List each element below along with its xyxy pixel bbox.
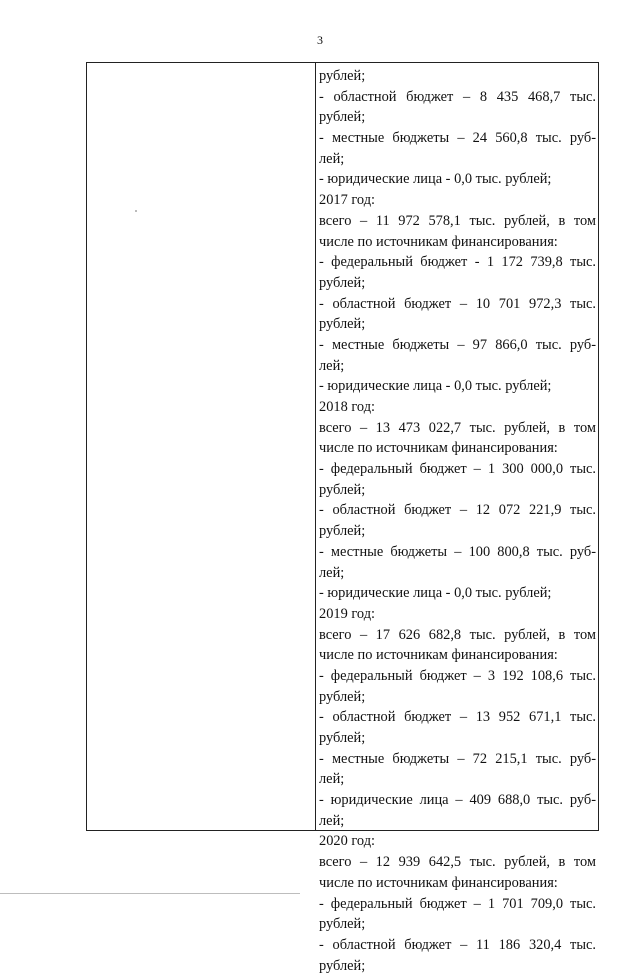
funding-text-line: всего – 12 939 642,5 тыс. рублей, в том [319, 854, 596, 871]
scan-dot [135, 210, 137, 212]
funding-text-line: рублей; [319, 274, 366, 291]
table-right-cell [319, 66, 596, 976]
funding-text-line: - местные бюджеты – 100 800,8 тыс. руб- [319, 543, 596, 560]
funding-text-line: - областной бюджет – 10 701 972,3 тыс. [319, 295, 596, 312]
scan-bottom-edge [0, 893, 300, 894]
funding-text-line: рублей; [319, 109, 366, 126]
page-number: 3 [317, 33, 323, 47]
funding-text-line: числе по источникам финансирования: [319, 874, 558, 891]
funding-text-line: - областной бюджет – 11 186 320,4 тыс. [319, 936, 596, 953]
funding-text-line: рублей; [319, 730, 366, 746]
funding-text-line: - юридические лица - 0,0 тыс. рублей; [319, 378, 552, 395]
funding-text-line: всего – 17 626 682,8 тыс. рублей, в том [319, 626, 596, 643]
funding-text-line: - федеральный бюджет – 3 192 108,6 тыс. [319, 667, 596, 684]
funding-text-line: - местные бюджеты – 97 866,0 тыс. руб- [319, 336, 596, 353]
funding-text-line: - местные бюджеты – 24 560,8 тыс. руб- [319, 130, 596, 147]
table-column-divider [315, 63, 316, 830]
funding-text-line: рублей; [319, 916, 366, 933]
funding-text-line: лей; [319, 771, 345, 788]
funding-text-line: рублей; [319, 688, 366, 705]
funding-text-line: - областной бюджет – 13 952 671,1 тыс. [319, 709, 596, 726]
funding-text-line: - юридические лица - 0,0 тыс. рублей; [319, 171, 552, 188]
funding-table [86, 62, 599, 974]
funding-text-line: 2018 год: [319, 399, 376, 415]
funding-text-line: 2019 год: [319, 605, 376, 622]
funding-text-line: 2017 год: [319, 192, 376, 209]
funding-text-line: 2020 год: [319, 833, 376, 850]
funding-text-line: - юридические лица – 409 688,0 тыс. руб- [319, 792, 596, 809]
funding-text-line: - областной бюджет – 12 072 221,9 тыс. [319, 502, 596, 519]
funding-text-line: - федеральный бюджет – 1 300 000,0 тыс. [319, 461, 596, 478]
table-left-cell [87, 63, 315, 830]
funding-text-line: всего – 11 972 578,1 тыс. рублей, в том [319, 212, 596, 229]
funding-text-line: всего – 13 473 022,7 тыс. рублей, в том [319, 419, 596, 436]
funding-text-line: рублей; [319, 316, 366, 333]
funding-text-line: лей; [319, 812, 345, 829]
funding-text-line: лей; [319, 357, 345, 374]
funding-text-line: числе по источникам финансирования: [319, 233, 558, 250]
funding-text-line: рублей; [319, 523, 366, 540]
funding-text-line: рублей; [319, 481, 366, 498]
funding-text-line: числе по источникам финансирования: [319, 647, 558, 664]
funding-text-line: лей; [319, 564, 345, 581]
funding-text-line: - федеральный бюджет – 1 701 709,0 тыс. [319, 895, 596, 912]
funding-text-line: рублей; [319, 68, 366, 84]
funding-text-line: - областной бюджет – 8 435 468,7 тыс. [319, 88, 596, 105]
funding-text-line: рублей; [319, 957, 366, 974]
funding-text-line: числе по источникам финансирования: [319, 440, 558, 457]
funding-text-line: - местные бюджеты – 72 215,1 тыс. руб- [319, 750, 596, 767]
funding-text-line: - федеральный бюджет - 1 172 739,8 тыс. [319, 254, 596, 271]
funding-text-line: лей; [319, 150, 345, 167]
funding-text-line: - юридические лица - 0,0 тыс. рублей; [319, 585, 552, 602]
